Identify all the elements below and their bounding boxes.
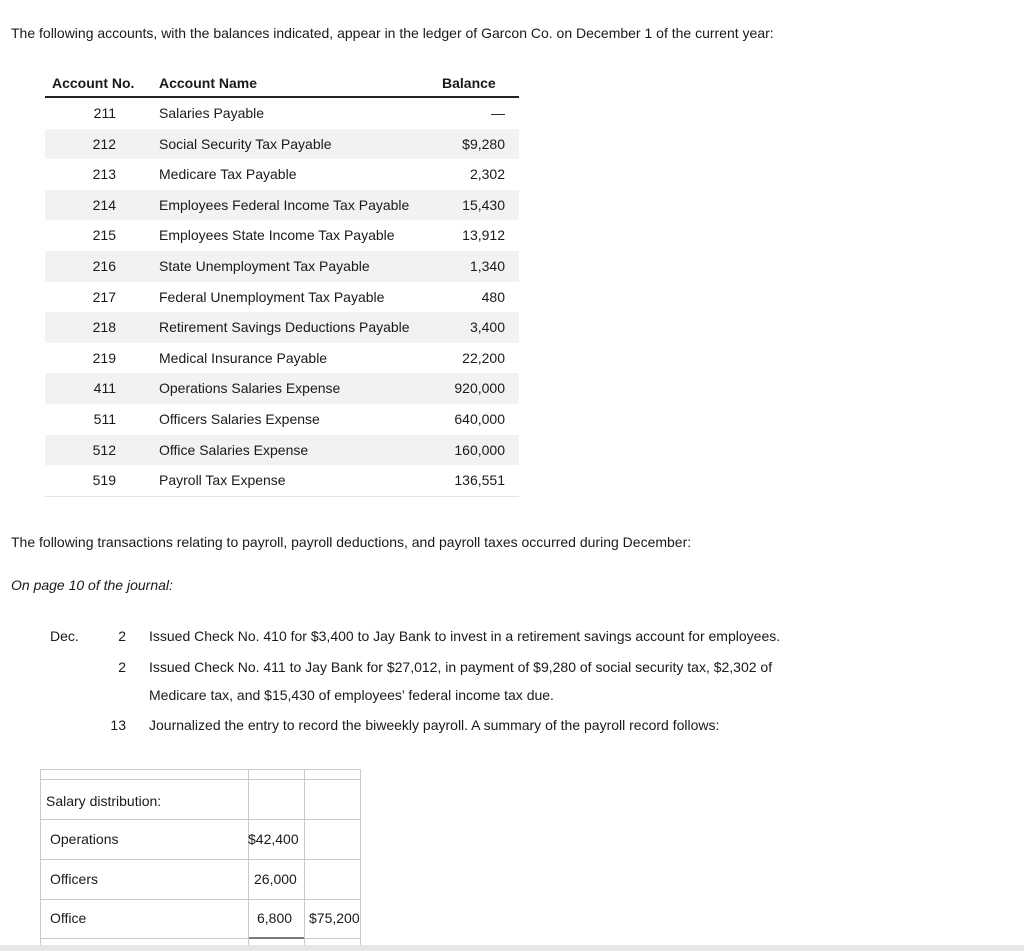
transaction-month: Dec. — [50, 628, 79, 644]
table-row — [45, 220, 519, 251]
salary-amount: 26,000 — [254, 871, 297, 887]
account-no: 218 — [92, 319, 116, 336]
account-no: 215 — [92, 227, 116, 244]
account-balance: 1,340 — [469, 257, 505, 274]
transaction-text: Issued Check No. 411 to Jay Bank for $27,012, in payment of $9,280 of social security tax, $2,302 of — [149, 659, 773, 675]
account-name: Employees State Income Tax Payable — [159, 227, 395, 244]
salary-total: $75,200 — [309, 910, 360, 926]
header-account-name: Account Name — [159, 75, 258, 91]
journal-note: On page 10 of the journal: — [11, 577, 173, 593]
table-row — [45, 343, 519, 374]
transaction-day: 2 — [118, 659, 126, 675]
accounts-table — [45, 70, 519, 497]
table-bottom-rule — [45, 496, 519, 497]
table-row — [45, 312, 519, 343]
account-no: 512 — [92, 441, 116, 458]
account-no: 411 — [93, 380, 116, 397]
account-name: State Unemployment Tax Payable — [159, 257, 370, 274]
table-row — [45, 190, 519, 221]
transaction-day: 2 — [118, 628, 126, 644]
account-name: Office Salaries Expense — [159, 441, 309, 458]
account-no: 213 — [92, 166, 116, 183]
account-balance: 640,000 — [454, 410, 505, 427]
header-account-no: Account No. — [52, 75, 135, 91]
salary-amount: $42,400 — [248, 831, 299, 847]
account-no: 219 — [92, 349, 116, 366]
table-row — [45, 404, 519, 435]
intro-text: The following accounts, with the balances indicated, appear in the ledger of Garcon Co. on December 1 of the current year: — [11, 25, 774, 41]
account-no: 519 — [92, 472, 116, 489]
account-balance: 480 — [481, 288, 505, 305]
account-name: Payroll Tax Expense — [159, 472, 286, 489]
account-balance: $9,280 — [462, 135, 505, 152]
account-no: 214 — [92, 196, 116, 213]
account-balance: 15,430 — [462, 196, 505, 213]
account-balance: 13,912 — [462, 227, 505, 244]
account-no: 211 — [93, 105, 116, 121]
header-balance: Balance — [442, 75, 496, 91]
salary-label: Office — [50, 910, 87, 926]
accounts-table-header — [45, 70, 519, 98]
account-balance: 136,551 — [454, 472, 505, 489]
salary-heading: Salary distribution: — [46, 793, 162, 809]
subtotal-rule — [249, 937, 304, 939]
table-row — [45, 465, 519, 496]
account-no: 511 — [93, 410, 116, 427]
account-name: Medicare Tax Payable — [159, 166, 297, 183]
account-name: Medical Insurance Payable — [159, 349, 328, 366]
account-no: 212 — [92, 135, 116, 152]
table-row — [45, 159, 519, 190]
account-name: Federal Unemployment Tax Payable — [159, 288, 385, 305]
table-row — [45, 282, 519, 313]
account-balance: — — [491, 105, 505, 121]
account-balance: 160,000 — [454, 441, 505, 458]
account-name: Officers Salaries Expense — [159, 410, 320, 427]
salary-label: Officers — [50, 871, 98, 887]
salary-label: Operations — [50, 831, 119, 847]
transaction-day: 13 — [110, 717, 126, 733]
account-balance: 920,000 — [454, 380, 505, 397]
table-row — [45, 98, 519, 129]
transactions-intro: The following transactions relating to payroll, payroll deductions, and payroll taxes occurred during December: — [11, 534, 692, 550]
transaction-text: Journalized the entry to record the biweekly payroll. A summary of the payroll record follows: — [149, 717, 720, 733]
account-name: Social Security Tax Payable — [159, 135, 332, 152]
table-row — [45, 251, 519, 282]
table-row — [45, 373, 519, 404]
table-row — [45, 129, 519, 160]
account-name: Retirement Savings Deductions Payable — [159, 319, 410, 336]
salary-amount: 6,800 — [257, 910, 293, 926]
account-balance: 22,200 — [462, 349, 505, 366]
transaction-text-continued: Medicare tax, and $15,430 of employees’ federal income tax due. — [149, 687, 554, 703]
account-balance: 3,400 — [469, 319, 505, 336]
table-row — [45, 435, 519, 466]
account-no: 217 — [92, 288, 116, 305]
bottom-bar — [0, 945, 1024, 951]
account-balance: 2,302 — [469, 166, 505, 183]
account-name: Salaries Payable — [159, 105, 265, 121]
account-no: 216 — [92, 257, 116, 274]
transaction-text: Issued Check No. 410 for $3,400 to Jay Bank to invest in a retirement savings account for employees. — [149, 628, 781, 644]
account-name: Employees Federal Income Tax Payable — [159, 196, 410, 213]
account-name: Operations Salaries Expense — [159, 380, 341, 397]
